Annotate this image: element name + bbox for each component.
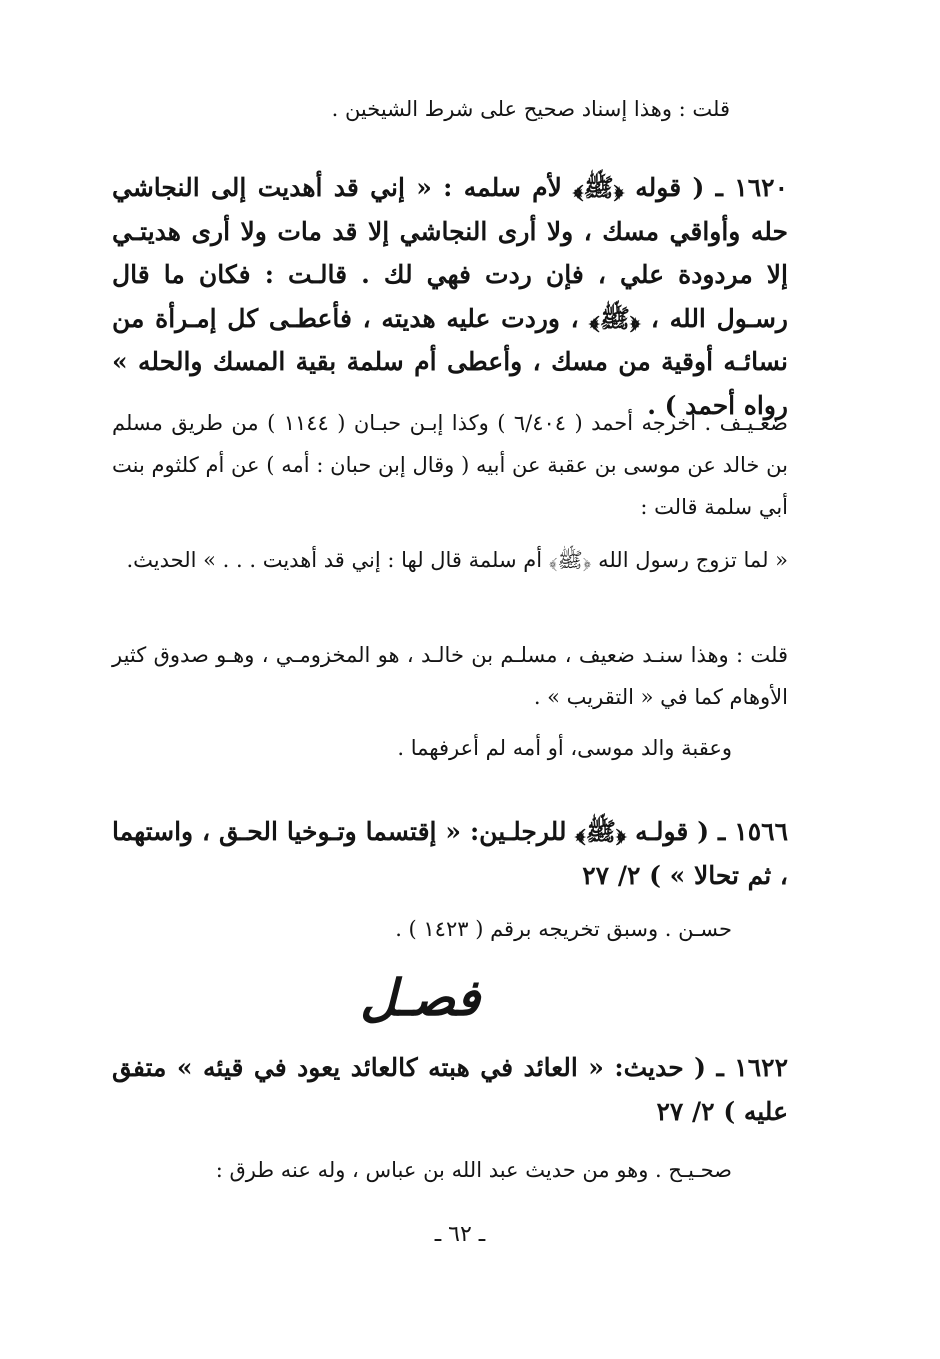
hadith-1620 [112,166,788,427]
chain-note [112,634,788,718]
grade-1622 [170,1149,732,1191]
page-number-text: ـ ٦٢ ـ [434,1222,486,1247]
grade-1566 [370,908,732,950]
author-note-text: قلت : وهذا إسناد صحيح على شرط الشيخين . [331,97,730,121]
chain-note-text: قلت : وهذا سنـد ضعيف ، مسلـم بن خالـد ، هو المخزومـي ، وهـو صدوق كثير الأوهام كما في « التقريب » . [112,643,788,709]
hadith-1622-text: ١٦٢٢ ـ ( حديث: « العائد في هبته كالعائد يعود في قيئه » متفق عليه ) ٢/ ٢٧ [112,1053,788,1126]
hadith-1566-text: ١٥٦٦ ـ ( قولـه ﴿ﷺ﴾ للرجلـين: « إقتسما وتـوخيا الحـق ، واستهما ، ثم تحالا » ) ٢/ ٢٧ [112,817,788,890]
page-number [380,1220,540,1250]
quote-1620-text: « لما تزوج رسول الله ﴿ﷺ﴾ أم سلمة قال لها : إني قد أهديت . . . » الحديث. [126,548,788,572]
takhrij-1620 [112,402,788,528]
takhrij-1620-text: ضعـيـف . أخرجه أحمد ( ٦/٤٠٤ ) وكذا إبـن حبـان ( ١١٤٤ ) من طريق مسلم بن خالد عن موسى بن عقبة عن أبيه ( وقال إبن حبان : أمه ) عن أم كلثوم بنت أبي سلمة قالت : [112,411,788,519]
quote-1620 [112,539,788,581]
hadith-1620-text: ١٦٢٠ ـ ( قوله ﴿ﷺ﴾ لأم سلمه : « إني قد أهديت إلى النجاشي حله وأواقي مسك ، ولا أرى النجاشي إلا قد مات ولا أرى هديتـي إلا مردودة علي ، فإن ردت فهي لك . قالـت : فكان ما قال رسـول الله ، ﴿ﷺ﴾ ، وردت عليه هديته ، فأعطـى كل إمـرأة من نسائـه أوقية من مسك ، وأعطى أم سلمة بقية المسك والحله » رواه أحمد ) . [112,173,788,420]
section-heading [330,958,510,1038]
hadith-1566 [112,810,788,897]
grade-1622-text: صحـيـح . وهو من حديث عبد الله بن عباس ، وله عنه طرق : [215,1158,732,1182]
narrator-note [360,727,732,769]
hadith-1622 [112,1046,788,1133]
author-note [270,88,730,130]
narrator-note-text: وعقبة والد موسى، أو أمه لم أعرفهما . [397,736,732,760]
grade-1566-text: حسـن . وسبق تخريجه برقم ( ١٤٢٣ ) . [395,917,732,941]
section-heading-text: فصـل [360,968,480,1027]
